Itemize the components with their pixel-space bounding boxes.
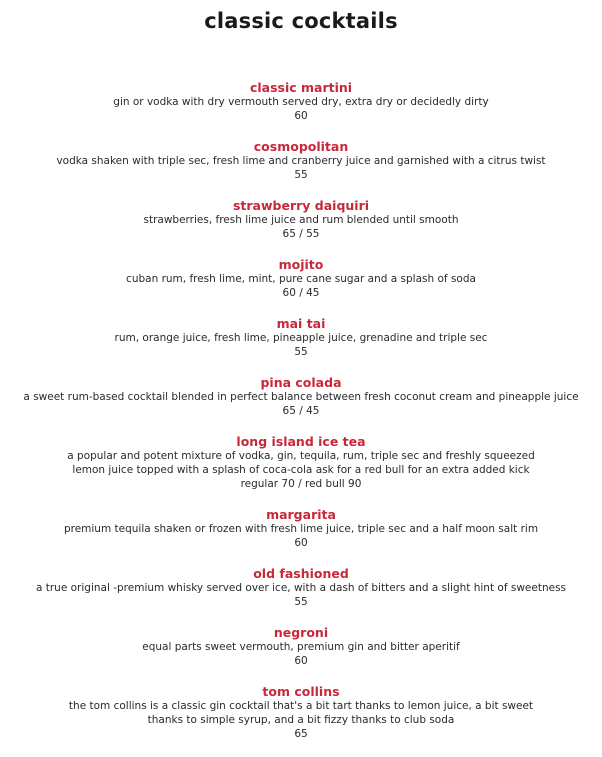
item-price: 65 / 55 <box>282 228 320 240</box>
item-price: 55 <box>294 346 308 358</box>
item-name: mojito <box>278 257 324 272</box>
item-name: old fashioned <box>253 566 349 581</box>
cocktail-menu <box>0 80 602 757</box>
menu-item-negroni <box>0 625 602 668</box>
item-description: a sweet rum-based cocktail blended in perfect balance between fresh coconut cream and pineapple juice <box>23 391 579 403</box>
item-description: equal parts sweet vermouth, premium gin and bitter aperitif <box>142 641 460 653</box>
menu-item-pina-colada <box>0 375 602 418</box>
item-name: strawberry daiquiri <box>232 198 370 213</box>
item-name: cosmopolitan <box>253 139 349 154</box>
item-price: 65 / 45 <box>282 405 320 417</box>
item-description-line: lemon juice topped with a splash of coca-cola ask for a red bull for an extra added kick <box>72 464 530 476</box>
item-description-line: the tom collins is a classic gin cocktail that's a bit tart thanks to lemon juice, a bit sweet <box>68 700 534 712</box>
item-description: vodka shaken with triple sec, fresh lime and cranberry juice and garnished with a citrus twist <box>56 155 546 167</box>
menu-item-strawberry-daiquiri <box>0 198 602 241</box>
item-description: rum, orange juice, fresh lime, pineapple juice, grenadine and triple sec <box>114 332 488 344</box>
item-name: long island ice tea <box>236 434 366 449</box>
item-name: mai tai <box>276 316 326 331</box>
item-description: a true original -premium whisky served over ice, with a dash of bitters and a slight hint of sweetness <box>35 582 567 594</box>
page-title: classic cocktails <box>204 9 398 33</box>
item-price: 55 <box>294 596 308 608</box>
item-description-line: thanks to simple syrup, and a bit fizzy thanks to club soda <box>147 714 455 726</box>
item-name: negroni <box>273 625 329 640</box>
item-price: 60 / 45 <box>282 287 320 299</box>
item-name: classic martini <box>249 80 353 95</box>
item-price: 60 <box>294 655 308 667</box>
menu-item-margarita <box>0 507 602 550</box>
menu-item-long-island-ice-tea <box>0 434 602 491</box>
item-name: tom collins <box>262 684 340 699</box>
menu-item-mojito <box>0 257 602 300</box>
menu-item-classic-martini <box>0 80 602 123</box>
menu-item-old-fashioned <box>0 566 602 609</box>
item-name: margarita <box>266 507 336 522</box>
menu-item-cosmopolitan <box>0 139 602 182</box>
item-price: 65 <box>294 728 308 740</box>
menu-item-tom-collins <box>0 684 602 741</box>
item-description: strawberries, fresh lime juice and rum blended until smooth <box>143 214 459 226</box>
item-price: 60 <box>294 110 308 122</box>
item-price: 55 <box>294 169 308 181</box>
item-description: gin or vodka with dry vermouth served dry, extra dry or decidedly dirty <box>113 96 489 108</box>
item-price: regular 70 / red bull 90 <box>240 478 362 490</box>
item-description-line: a popular and potent mixture of vodka, gin, tequila, rum, triple sec and freshly squeezed <box>67 450 535 462</box>
item-price: 60 <box>294 537 308 549</box>
item-description: cuban rum, fresh lime, mint, pure cane sugar and a splash of soda <box>126 273 476 285</box>
item-description: premium tequila shaken or frozen with fresh lime juice, triple sec and a half moon salt rim <box>63 523 539 535</box>
menu-item-mai-tai <box>0 316 602 359</box>
item-name: pina colada <box>260 375 342 390</box>
